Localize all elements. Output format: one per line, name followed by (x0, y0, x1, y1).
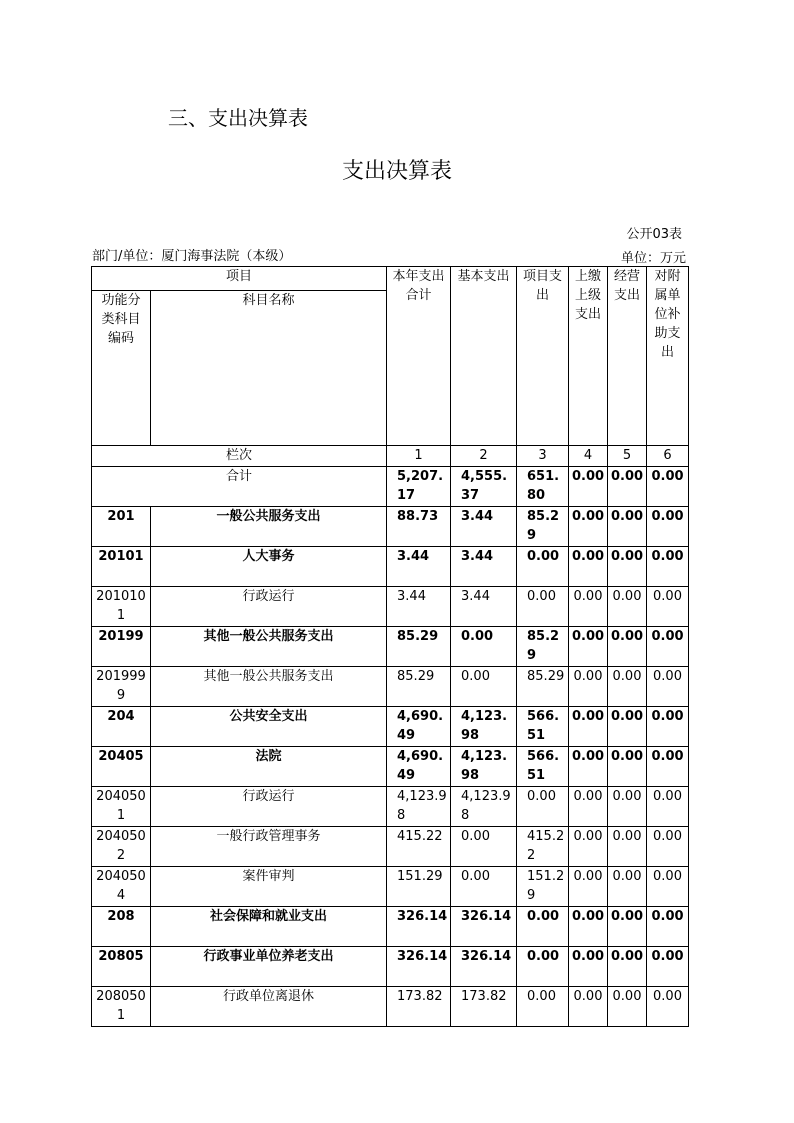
value-cell: 0.00 (451, 667, 517, 707)
value-cell: 3.44 (387, 547, 451, 587)
table-row (92, 867, 689, 907)
value-cell: 0.00 (608, 787, 647, 827)
value-cell: 3.44 (387, 587, 451, 627)
subject-name-cell: 行政运行 (151, 787, 387, 827)
value-cell: 88.73 (387, 507, 451, 547)
value-cell: 0.00 (569, 667, 608, 707)
value-cell: 0.00 (647, 707, 689, 747)
subject-name-cell: 一般公共服务支出 (151, 507, 387, 547)
subject-name-cell: 行政单位离退休 (151, 987, 387, 1027)
value-cell: 0.00 (451, 867, 517, 907)
table-row (92, 587, 689, 627)
value-cell: 0.00 (647, 827, 689, 867)
table-row (92, 827, 689, 867)
section-title: 三、支出决算表 (168, 106, 308, 130)
header-total: 本年支出合计 (387, 267, 451, 446)
function-code-cell: 2040502 (92, 827, 151, 867)
value-cell: 415.22 (387, 827, 451, 867)
col-num: 5 (608, 446, 647, 467)
total-value: 651.80 (517, 467, 569, 507)
value-cell: 0.00 (608, 867, 647, 907)
table-row (92, 547, 689, 587)
value-cell: 85.29 (387, 627, 451, 667)
value-cell: 0.00 (608, 627, 647, 667)
subject-name-cell: 案件审判 (151, 867, 387, 907)
value-cell: 0.00 (569, 507, 608, 547)
value-cell: 4,123.98 (451, 787, 517, 827)
subject-name-cell: 其他一般公共服务支出 (151, 667, 387, 707)
function-code-cell: 204 (92, 707, 151, 747)
value-cell: 0.00 (569, 987, 608, 1027)
value-cell: 0.00 (517, 987, 569, 1027)
header-upper: 上缴上级支出 (569, 267, 608, 446)
function-code-cell: 2010101 (92, 587, 151, 627)
col-num: 1 (387, 446, 451, 467)
value-cell: 0.00 (517, 587, 569, 627)
value-cell: 0.00 (647, 547, 689, 587)
value-cell: 0.00 (647, 947, 689, 987)
table-row (92, 787, 689, 827)
expenditure-table (91, 266, 689, 1027)
value-cell: 3.44 (451, 547, 517, 587)
function-code-cell: 201 (92, 507, 151, 547)
subject-name-cell: 行政运行 (151, 587, 387, 627)
value-cell: 0.00 (608, 747, 647, 787)
value-cell: 0.00 (569, 947, 608, 987)
value-cell: 0.00 (569, 627, 608, 667)
value-cell: 3.44 (451, 587, 517, 627)
function-code-cell: 20405 (92, 747, 151, 787)
col-num: 6 (647, 446, 689, 467)
header-function-code: 功能分类科目编码 (92, 291, 151, 446)
total-value: 0.00 (608, 467, 647, 507)
value-cell: 0.00 (608, 707, 647, 747)
value-cell: 326.14 (387, 907, 451, 947)
value-cell: 0.00 (517, 907, 569, 947)
header-subject-name: 科目名称 (151, 291, 387, 446)
header-business: 经营支出 (608, 267, 647, 446)
function-code-cell: 20805 (92, 947, 151, 987)
value-cell: 0.00 (517, 547, 569, 587)
table-row (92, 507, 689, 547)
value-cell: 173.82 (387, 987, 451, 1027)
subject-name-cell: 人大事务 (151, 547, 387, 587)
function-code-cell: 2019999 (92, 667, 151, 707)
department-label: 部门/单位：厦门海事法院（本级） (92, 249, 292, 264)
value-cell: 0.00 (569, 747, 608, 787)
value-cell: 0.00 (647, 587, 689, 627)
value-cell: 173.82 (451, 987, 517, 1027)
value-cell: 0.00 (608, 547, 647, 587)
value-cell: 151.29 (517, 867, 569, 907)
subject-name-cell: 其他一般公共服务支出 (151, 627, 387, 667)
table-row (92, 627, 689, 667)
value-cell: 4,690.49 (387, 747, 451, 787)
value-cell: 4,123.98 (451, 707, 517, 747)
table-row (92, 667, 689, 707)
value-cell: 85.29 (517, 667, 569, 707)
header-project-expenditure: 项目支出 (517, 267, 569, 446)
value-cell: 0.00 (569, 547, 608, 587)
value-cell: 0.00 (608, 507, 647, 547)
value-cell: 4,123.98 (451, 747, 517, 787)
value-cell: 0.00 (608, 587, 647, 627)
function-code-cell: 2040504 (92, 867, 151, 907)
value-cell: 0.00 (517, 947, 569, 987)
value-cell: 0.00 (647, 627, 689, 667)
value-cell: 0.00 (647, 867, 689, 907)
value-cell: 0.00 (647, 787, 689, 827)
table-row (92, 907, 689, 947)
value-cell: 4,690.49 (387, 707, 451, 747)
value-cell: 0.00 (451, 827, 517, 867)
value-cell: 0.00 (451, 627, 517, 667)
value-cell: 326.14 (451, 947, 517, 987)
table-row (92, 707, 689, 747)
col-num: 4 (569, 446, 608, 467)
table-row (92, 747, 689, 787)
value-cell: 0.00 (608, 987, 647, 1027)
col-num: 2 (451, 446, 517, 467)
value-cell: 0.00 (569, 707, 608, 747)
value-cell: 0.00 (569, 787, 608, 827)
value-cell: 0.00 (608, 907, 647, 947)
value-cell: 0.00 (608, 827, 647, 867)
value-cell: 0.00 (569, 867, 608, 907)
value-cell: 326.14 (387, 947, 451, 987)
value-cell: 0.00 (647, 507, 689, 547)
value-cell: 0.00 (608, 667, 647, 707)
subject-name-cell: 社会保障和就业支出 (151, 907, 387, 947)
total-value: 4,555.37 (451, 467, 517, 507)
value-cell: 4,123.98 (387, 787, 451, 827)
value-cell: 0.00 (608, 947, 647, 987)
table-row (92, 947, 689, 987)
total-value: 5,207.17 (387, 467, 451, 507)
value-cell: 0.00 (569, 907, 608, 947)
value-cell: 151.29 (387, 867, 451, 907)
function-code-cell: 2080501 (92, 987, 151, 1027)
subject-name-cell: 行政事业单位养老支出 (151, 947, 387, 987)
subject-name-cell: 一般行政管理事务 (151, 827, 387, 867)
value-cell: 85.29 (517, 507, 569, 547)
value-cell: 326.14 (451, 907, 517, 947)
value-cell: 0.00 (647, 907, 689, 947)
total-label: 合计 (92, 467, 387, 507)
value-cell: 415.22 (517, 827, 569, 867)
function-code-cell: 208 (92, 907, 151, 947)
subject-name-cell: 法院 (151, 747, 387, 787)
value-cell: 0.00 (647, 747, 689, 787)
value-cell: 85.29 (517, 627, 569, 667)
unit-label: 单位：万元 (620, 251, 686, 266)
total-row (92, 467, 689, 507)
value-cell: 0.00 (647, 667, 689, 707)
row-number-label: 栏次 (92, 446, 387, 467)
header-project: 项目 (92, 267, 387, 291)
function-code-cell: 2040501 (92, 787, 151, 827)
value-cell: 566.51 (517, 747, 569, 787)
value-cell: 0.00 (647, 987, 689, 1027)
total-value: 0.00 (647, 467, 689, 507)
header-basic: 基本支出 (451, 267, 517, 446)
total-value: 0.00 (569, 467, 608, 507)
value-cell: 0.00 (569, 827, 608, 867)
value-cell: 0.00 (569, 587, 608, 627)
form-number: 公开03表 (626, 227, 682, 242)
function-code-cell: 20101 (92, 547, 151, 587)
value-cell: 3.44 (451, 507, 517, 547)
value-cell: 0.00 (517, 787, 569, 827)
subject-name-cell: 公共安全支出 (151, 707, 387, 747)
value-cell: 566.51 (517, 707, 569, 747)
function-code-cell: 20199 (92, 627, 151, 667)
document-title: 支出决算表 (341, 159, 452, 184)
value-cell: 85.29 (387, 667, 451, 707)
col-num: 3 (517, 446, 569, 467)
table-row (92, 987, 689, 1027)
header-subsidiary: 对附属单位补助支出 (647, 267, 689, 446)
